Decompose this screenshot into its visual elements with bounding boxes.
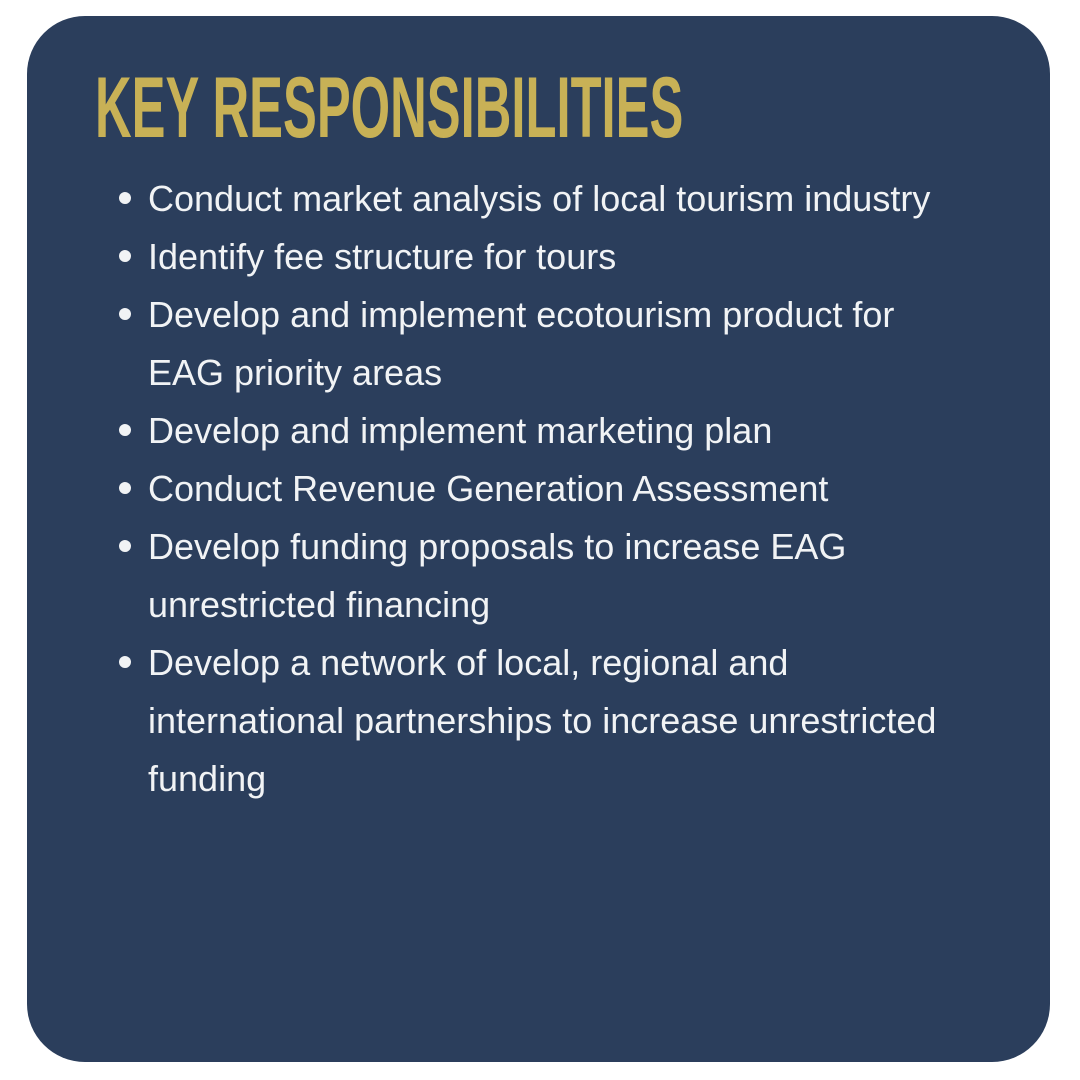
responsibilities-card: [27, 16, 1050, 1062]
bullet-item: Conduct market analysis of local tourism industry: [119, 170, 958, 228]
bullet-item: Develop and implement marketing plan: [119, 402, 958, 460]
responsibilities-list: [119, 170, 958, 808]
bullet-item: Develop and implement ecotourism product for EAG priority areas: [119, 286, 958, 402]
bullet-item: Identify fee structure for tours: [119, 228, 958, 286]
bullet-item: Develop funding proposals to increase EAG unrestricted financing: [119, 518, 958, 634]
bullet-item: Develop a network of local, regional and international partnerships to increase unrestricted funding: [119, 634, 958, 808]
card-title: KEY RESPONSIBILITIES: [95, 60, 684, 156]
bullet-item: Conduct Revenue Generation Assessment: [119, 460, 958, 518]
